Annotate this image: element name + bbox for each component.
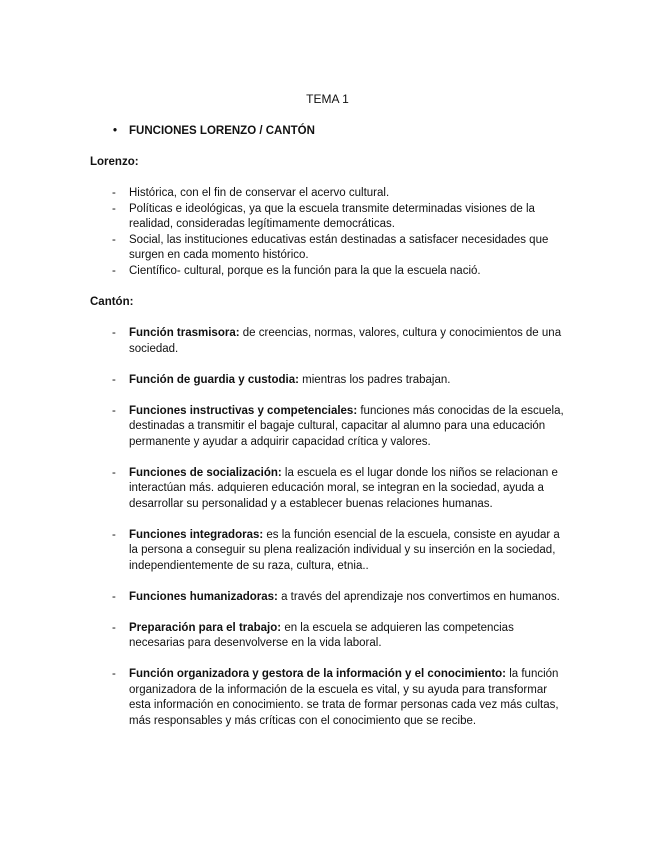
list-item [112, 404, 567, 451]
list-item [112, 264, 567, 280]
lorenzo-list [112, 186, 567, 279]
list-item [112, 186, 567, 202]
list-item [112, 667, 567, 729]
item-term: Función de guardia y custodia: [129, 373, 299, 386]
item-description: es la función esencial de la escuela, consiste en ayudar a la persona a conseguir su plena realización individual y su inserción en la sociedad, independientemente de su raza, cultura, etnia.. [129, 528, 560, 572]
page-title: TEMA 1 [306, 92, 349, 106]
dash-marker: - [112, 621, 116, 634]
list-item [112, 233, 567, 264]
bullet-heading-text: FUNCIONES LORENZO / CANTÓN [129, 125, 315, 137]
section-label-lorenzo: Lorenzo: [90, 156, 139, 168]
list-item-text: Políticas e ideológicas, ya que la escuela transmite determinadas visiones de la realidad, consideradas legítimamente democráticas. [129, 202, 535, 230]
dash-marker: - [112, 187, 116, 199]
item-description: la escuela es el lugar donde los niños se relacionan e interactúan más. adquieren educación moral, se integran en la sociedad, ayuda a desarrollar su personalidad y a establecer buenas relaciones humanas. [129, 466, 558, 510]
dash-marker: - [112, 404, 116, 417]
item-description: de creencias, normas, valores, cultura y conocimientos de una sociedad. [129, 327, 562, 355]
canton-list [112, 326, 567, 745]
list-item-text: Social, las instituciones educativas están destinadas a satisfacer necesidades que surgen en cada momento histórico. [129, 233, 549, 261]
dash-marker: - [112, 528, 116, 541]
dash-marker: - [112, 233, 116, 246]
item-description: mientras los padres trabajan. [298, 373, 451, 386]
list-item-text: Histórica, con el fin de conservar el acervo cultural. [129, 187, 390, 199]
item-description: funciones más conocidas de la escuela, destinadas a transmitir el bagaje cultural, capacitar al alumno para una educación permanente y ayudar a adquirir capacidad crítica y valores. [129, 404, 564, 448]
item-description: la función organizadora de la información de la escuela es vital, y su ayuda para transformar esta información en conocimiento. se trata de formar personas cada vez más cultas, más responsables y más críticas con el conocimiento que se recibe. [129, 668, 559, 727]
item-term: Preparación para el trabajo: [129, 621, 282, 634]
item-description: a través del aprendizaje nos convertimos en humanos. [277, 590, 560, 603]
list-item-text: Científico- cultural, porque es la función para la que la escuela nació. [129, 264, 481, 277]
dash-marker: - [112, 590, 116, 603]
list-item [112, 621, 567, 652]
item-term: Funciones instructivas y competenciales: [129, 404, 358, 417]
dash-marker: - [112, 466, 116, 479]
section-label-canton: Cantón: [90, 296, 134, 308]
dash-marker: - [112, 373, 116, 386]
dash-marker: - [112, 327, 116, 339]
list-item [112, 326, 567, 357]
list-item [112, 528, 567, 575]
list-item [112, 373, 567, 389]
dash-marker: - [112, 668, 116, 680]
item-term: Función organizadora y gestora de la información y el conocimiento: [129, 668, 507, 680]
item-term: Funciones humanizadoras: [129, 590, 278, 603]
item-term: Función trasmisora: [129, 327, 240, 339]
item-term: Funciones integradoras: [129, 528, 264, 541]
list-item [112, 590, 567, 606]
item-description: en la escuela se adquieren las competencias necesarias para desenvolverse en la vida laboral. [129, 621, 514, 649]
dash-marker: - [112, 202, 116, 215]
bullet-marker: • [113, 125, 118, 137]
item-term: Funciones de socialización: [129, 466, 282, 479]
list-item [112, 202, 567, 233]
list-item [112, 466, 567, 513]
dash-marker: - [112, 264, 116, 277]
